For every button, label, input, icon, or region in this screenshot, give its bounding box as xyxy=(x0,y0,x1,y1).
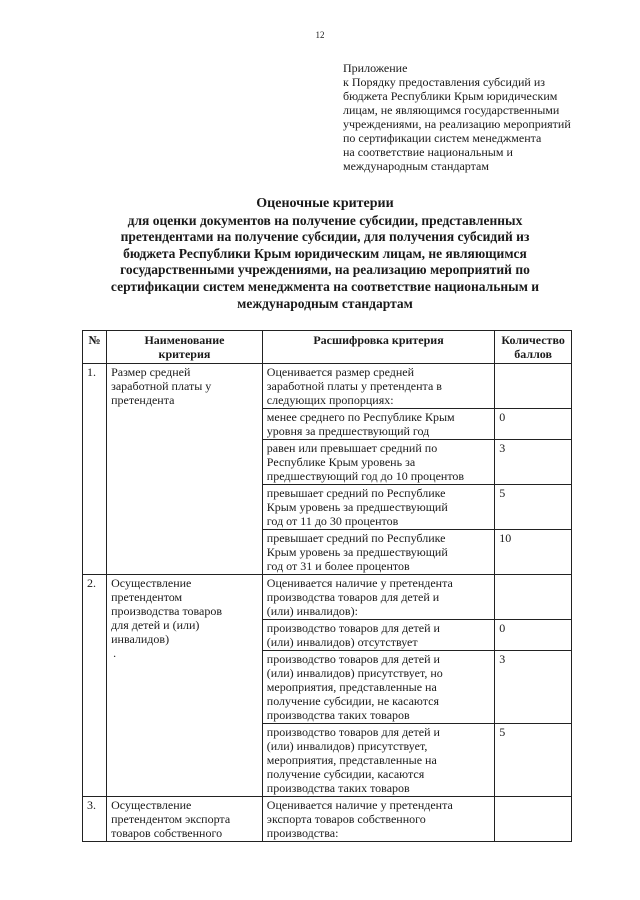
intro-line: следующих пропорциях: xyxy=(266,393,394,407)
criterion-name-line: претендентом экспорта xyxy=(111,812,231,826)
option-line: Республике Крым уровень за xyxy=(266,455,416,469)
option-score: 0 xyxy=(495,409,572,440)
option-line: Крым уровень за предшествующий xyxy=(266,545,448,559)
option-line: (или) инвалидов) отсутствует xyxy=(266,635,418,649)
option-line: уровня за предшествующий год xyxy=(266,424,430,438)
option-description xyxy=(262,651,494,724)
option-line: равен или превышает средний по xyxy=(266,441,438,455)
option-line: получение субсидии, касаются xyxy=(266,767,425,781)
subtitle-line: сертификации систем менеджмента на соответствие национальным и xyxy=(110,278,540,294)
criterion-name-line: производства товаров xyxy=(111,604,223,618)
option-score: 5 xyxy=(495,485,572,530)
appendix-line: учреждениями, на реализацию мероприятий xyxy=(343,117,571,131)
option-line: Крым уровень за предшествующий xyxy=(266,500,448,514)
header-desc: Расшифровка критерия xyxy=(262,331,494,364)
option-score: 10 xyxy=(495,530,572,575)
option-line: производство товаров для детей и xyxy=(266,621,440,635)
table-row xyxy=(83,797,572,842)
criterion-name-line: Осуществление xyxy=(111,798,192,812)
header-name-line: критерия xyxy=(158,347,211,361)
option-line: год от 31 и более процентов xyxy=(266,559,410,573)
header-name xyxy=(107,331,263,364)
appendix-note xyxy=(343,61,613,173)
option-score: 3 xyxy=(495,440,572,485)
option-description xyxy=(262,485,494,530)
appendix-line: Приложение xyxy=(343,61,408,75)
criterion-number: 1. xyxy=(83,364,107,575)
option-score: 3 xyxy=(495,651,572,724)
option-line: производства таких товаров xyxy=(266,781,410,795)
option-score: 0 xyxy=(495,620,572,651)
criterion-intro xyxy=(262,797,494,842)
subtitle-line: для оценки документов на получение субсидии, представленных xyxy=(127,212,523,228)
header-num: № xyxy=(83,331,107,364)
criterion-name-line: инвалидов) xyxy=(111,632,170,646)
score-cell-empty xyxy=(495,575,572,620)
option-line: производство товаров для детей и xyxy=(266,725,440,739)
criterion-name xyxy=(107,797,263,842)
subtitle-line: государственными учреждениями, на реализацию мероприятий по xyxy=(120,262,530,278)
stray-mark: . xyxy=(113,646,117,660)
appendix-line: к Порядку предоставления субсидий из xyxy=(343,75,545,89)
criterion-name xyxy=(107,364,263,575)
criterion-intro xyxy=(262,575,494,620)
criterion-name xyxy=(107,575,263,797)
option-line: производства таких товаров xyxy=(266,708,410,722)
option-description xyxy=(262,530,494,575)
option-line: получение субсидии, не касаются xyxy=(266,694,439,708)
criterion-name-line: для детей и (или) xyxy=(111,618,200,632)
option-line: (или) инвалидов) присутствует, xyxy=(266,739,428,753)
header-name-line: Наименование xyxy=(144,333,225,347)
criterion-number: 2. xyxy=(83,575,107,797)
header-score xyxy=(495,331,572,364)
option-line: превышает средний по Республике xyxy=(266,486,446,500)
criterion-name-line: Размер средней xyxy=(111,365,191,379)
intro-line: экспорта товаров собственного xyxy=(266,812,426,826)
option-description xyxy=(262,620,494,651)
criteria-table xyxy=(82,330,572,842)
appendix-line: бюджета Республики Крым юридическим xyxy=(343,89,558,103)
subtitle-line: претендентами на получение субсидии, для получения субсидий из xyxy=(120,229,530,245)
criterion-name-line: Осуществление xyxy=(111,576,192,590)
intro-line: (или) инвалидов): xyxy=(266,604,358,618)
document-title xyxy=(70,196,580,312)
intro-line: Оценивается наличие у претендента xyxy=(266,576,453,590)
main-title: Оценочные критерии xyxy=(256,196,394,211)
criterion-name-line: претендента xyxy=(111,393,175,407)
table-header-row xyxy=(83,331,572,364)
option-line: предшествующий год до 10 процентов xyxy=(266,469,465,483)
intro-line: Оценивается наличие у претендента xyxy=(266,798,453,812)
option-line: производство товаров для детей и xyxy=(266,652,440,666)
intro-line: заработной платы у претендента в xyxy=(266,379,442,393)
criterion-intro xyxy=(262,364,494,409)
table-row xyxy=(83,575,572,620)
option-score: 5 xyxy=(495,724,572,797)
criterion-name-line: претендентом xyxy=(111,590,183,604)
option-description xyxy=(262,724,494,797)
appendix-line: международным стандартам xyxy=(343,159,489,173)
appendix-line: лицам, не являющимся государственными xyxy=(343,103,560,117)
header-score-line: Количество xyxy=(501,333,565,347)
option-line: превышает средний по Республике xyxy=(266,531,446,545)
option-line: год от 11 до 30 процентов xyxy=(266,514,399,528)
header-score-line: баллов xyxy=(514,347,552,361)
option-line: мероприятия, представленные на xyxy=(266,680,437,694)
intro-line: производства товаров для детей и xyxy=(266,590,440,604)
score-cell-empty xyxy=(495,364,572,409)
option-line: (или) инвалидов) присутствует, но xyxy=(266,666,443,680)
option-description xyxy=(262,409,494,440)
option-line: мероприятия, представленные на xyxy=(266,753,437,767)
table-row xyxy=(83,364,572,409)
page-number: 12 xyxy=(315,30,325,40)
criterion-name-line: заработной платы у xyxy=(111,379,212,393)
option-description xyxy=(262,440,494,485)
appendix-line: на соответствие национальным и xyxy=(343,145,513,159)
subtitle-line: международным стандартам xyxy=(237,295,413,311)
intro-line: Оценивается размер средней xyxy=(266,365,415,379)
criterion-name-line: товаров собственного xyxy=(111,826,223,840)
subtitle-line: бюджета Республики Крым юридическим лицам, не являющимся xyxy=(123,245,527,261)
criterion-number: 3. xyxy=(83,797,107,842)
score-cell-empty xyxy=(495,797,572,842)
option-line: менее среднего по Республике Крым xyxy=(266,410,455,424)
intro-line: производства: xyxy=(266,826,339,840)
appendix-line: по сертификации систем менеджмента xyxy=(343,131,542,145)
